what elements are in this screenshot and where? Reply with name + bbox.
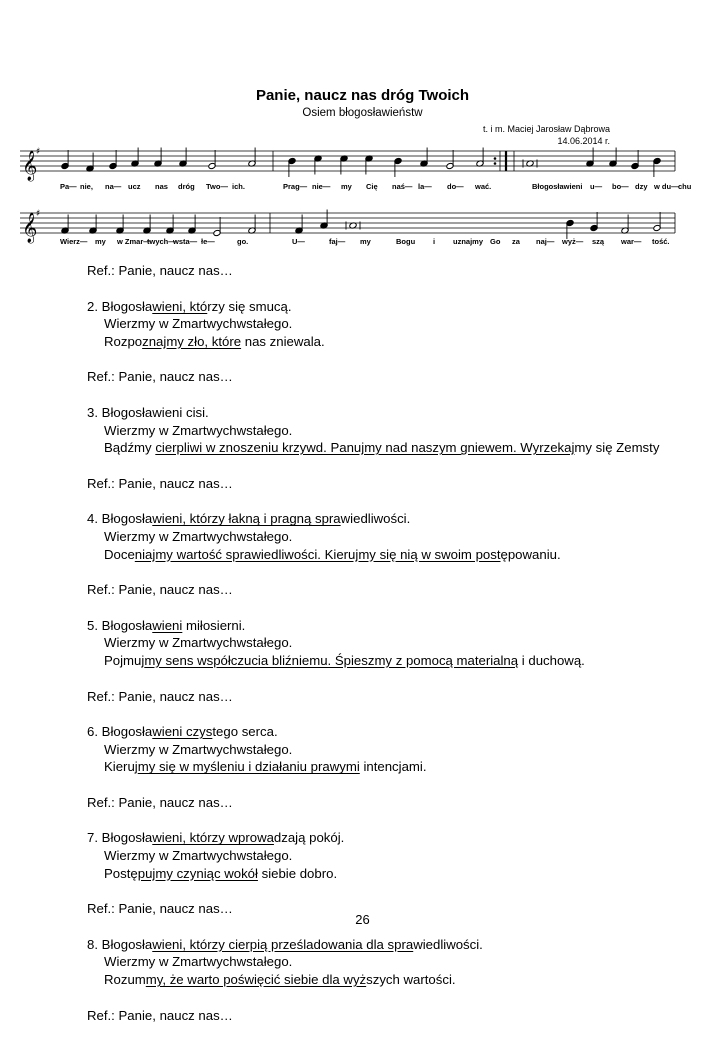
verse-number: 6.: [87, 724, 102, 740]
underlined-text: my się w myśleniu i działaniu prawymi: [137, 759, 360, 775]
verse-text: tego serca.: [212, 724, 278, 740]
verse-line-action: [87, 439, 687, 457]
lyric-syllable: U—: [292, 237, 305, 246]
lyric-syllable: Go: [490, 237, 501, 246]
lyric-syllable: wsta—: [173, 237, 198, 246]
lyric-syllable: my: [95, 237, 106, 246]
verse-line-faith: [87, 315, 687, 333]
verse-text: Rozpo: [104, 333, 143, 349]
verse-line-action: [87, 758, 687, 776]
underlined-text: cierpliwi w znoszeniu krzywd. Panujmy nad naszym gniewem. Wyrzekaj: [155, 440, 575, 456]
verse-text: intencjami.: [359, 759, 427, 775]
verse-number: 3.: [87, 404, 102, 420]
underlined-text: wieni: [152, 617, 183, 633]
verse-number: 5.: [87, 617, 102, 633]
music-staff-2: [20, 205, 680, 255]
verse-text: Błogosła: [101, 830, 153, 846]
verse-text: Błogosła: [101, 936, 153, 952]
verse: [87, 510, 687, 563]
verse-text: miłosierni.: [182, 617, 246, 633]
lyric-syllable: dzy: [635, 182, 648, 191]
lyric-syllable: Wierz—: [60, 237, 88, 246]
lyric-syllable: faj—: [329, 237, 346, 246]
verse-text: Kieruj: [104, 759, 138, 775]
verse-line-faith: [87, 741, 687, 759]
author-credit: t. i m. Maciej Jarosław Dąbrowa: [482, 124, 610, 134]
lyric-syllable: dróg: [178, 182, 195, 191]
underlined-text: wieni, którzy łakną i pragną spra: [152, 511, 341, 527]
verse-text: ępowaniu.: [500, 546, 561, 562]
verse-text: Postę: [104, 865, 138, 881]
lyric-syllable: tość.: [652, 237, 670, 246]
lyric-syllable: chu: [678, 182, 692, 191]
lyric-syllable: wać.: [475, 182, 492, 191]
verse: [87, 298, 687, 351]
underlined-text: my sens współczucia bliźniemu. Śpieszmy z pomocą materialną: [144, 652, 519, 668]
verse: [87, 617, 687, 670]
verse-line-beatitude: [87, 723, 687, 741]
underlined-text: wieni, którzy cierpią prześladowania dla spra: [152, 936, 414, 952]
verse-line-action: [87, 971, 687, 989]
lyric-syllable: za: [512, 237, 520, 246]
staff-2-notation: [20, 205, 680, 255]
verse-text: Bądźmy: [104, 440, 156, 456]
verse-number: 7.: [87, 830, 102, 846]
verse-line-faith: [87, 528, 687, 546]
date-credit: 14.06.2014 r.: [557, 136, 610, 146]
verse-line-action: [87, 652, 687, 670]
treble-clef-icon: 𝄞: [22, 213, 38, 243]
underlined-text: pujmy czyniąc wokół: [137, 865, 258, 881]
lyric-syllable: twych—: [147, 237, 176, 246]
lyric-syllable: łe—: [201, 237, 215, 246]
verse-line-beatitude: [87, 829, 687, 847]
lyric-syllable: naj—: [536, 237, 555, 246]
lyric-syllable: my: [360, 237, 371, 246]
verse: [87, 404, 687, 457]
verse-number: 2.: [87, 298, 102, 314]
sharp-icon: ♯: [36, 209, 41, 219]
lyric-syllable: Prag—: [283, 182, 308, 191]
lyric-syllable: uznajmy: [453, 237, 484, 246]
verse: [87, 829, 687, 882]
verse-text: wiedliwości.: [340, 511, 411, 527]
verse-line-action: [87, 865, 687, 883]
verse-text: Błogosła: [101, 617, 153, 633]
verse-line-beatitude: [87, 404, 687, 422]
verse-text: wiedliwości.: [413, 936, 483, 952]
lyric-syllable: nie—: [312, 182, 331, 191]
verse-line-beatitude: [87, 510, 687, 528]
verse-text: Wierzmy w Zmartwychwstałego.: [104, 848, 293, 864]
song-subtitle: Osiem błogosławieństw: [302, 107, 423, 119]
lyric-syllable: do—: [447, 182, 464, 191]
verse-text: dzają pokój.: [273, 830, 345, 846]
refrain-line: Ref.: Panie, naucz nas…: [87, 1007, 233, 1023]
lyric-syllable: la—: [418, 182, 432, 191]
verse-text: Wierzmy w Zmartwychwstałego.: [104, 635, 293, 651]
verse-line-faith: [87, 953, 687, 971]
refrain-line: Ref.: Panie, naucz nas…: [87, 263, 233, 278]
verse: [87, 936, 687, 989]
underlined-text: my, że warto poświęcić siebie dla wyż: [145, 972, 367, 988]
verse-text: Błogosła: [101, 724, 153, 740]
lyric-syllable: Bogu: [396, 237, 416, 246]
lyric-syllable: ucz: [128, 182, 141, 191]
verse-line-action: [87, 333, 687, 351]
verse-text: Doce: [104, 546, 135, 562]
lyric-syllable: i: [433, 237, 436, 246]
verse-number: 8.: [87, 936, 102, 952]
lyric-syllable: Cię: [366, 182, 378, 191]
page-number: 26: [355, 912, 370, 927]
refrain-line: Ref.: Panie, naucz nas…: [87, 901, 233, 917]
lyric-syllable: wyż—: [562, 237, 584, 246]
lyric-syllable: szą: [592, 237, 605, 246]
verse-text: Wierzmy w Zmartwychwstałego.: [104, 316, 293, 332]
verse-text: Wierzmy w Zmartwychwstałego.: [104, 422, 293, 438]
verse-line-faith: [87, 634, 687, 652]
verse-text: i duchową.: [518, 652, 585, 668]
refrain-line: Ref.: Panie, naucz nas…: [87, 582, 233, 598]
verse-number: 4.: [87, 511, 102, 527]
verse-text: Wierzmy w Zmartwychwstałego.: [104, 954, 293, 970]
refrain-line: Ref.: Panie, naucz nas…: [87, 369, 233, 385]
verse-text: Wierzmy w Zmartwychwstałego.: [104, 528, 293, 544]
underlined-text: znajmy zło, które: [142, 333, 242, 349]
lyric-syllable: Two—: [206, 182, 228, 191]
sharp-icon: ♯: [36, 147, 41, 157]
refrain-line: Ref.: Panie, naucz nas…: [87, 688, 233, 704]
lyric-syllable: w Zmar—: [117, 237, 151, 246]
verse-text: rzy się smucą.: [207, 298, 292, 314]
underlined-text: wieni czys: [152, 724, 213, 740]
underlined-text: wieni, którzy wprowa: [152, 830, 274, 846]
lyric-syllable: u—: [590, 182, 603, 191]
verse-text: siebie dobro.: [257, 865, 338, 881]
verse-line-beatitude: [87, 298, 687, 316]
verse-line-faith: [87, 847, 687, 865]
treble-clef-icon: 𝄞: [22, 151, 38, 181]
lyric-syllable: nas: [155, 182, 168, 191]
underlined-text: wieni, któ: [152, 298, 208, 314]
verse-line-beatitude: [87, 617, 687, 635]
verse-line-beatitude: [87, 936, 687, 954]
lyric-syllable: na—: [105, 182, 122, 191]
lyric-syllable: w du—: [654, 182, 679, 191]
repeat-dot: [494, 157, 497, 160]
verse-text: Błogosławieni cisi.: [101, 404, 209, 420]
lyric-syllable: ich.: [232, 182, 245, 191]
verse-text: Błogosła: [101, 511, 153, 527]
lyric-syllable: bo—: [612, 182, 629, 191]
lyric-syllable: war—: [621, 237, 642, 246]
refrain-line: Ref.: Panie, naucz nas…: [87, 475, 233, 491]
verse-text: my się Zemsty: [574, 440, 660, 456]
repeat-dot: [494, 162, 497, 165]
verse-text: szych wartości.: [366, 972, 456, 988]
lyric-syllable: go.: [237, 237, 249, 246]
verse-text: Błogosła: [101, 298, 153, 314]
lyric-syllable: Błogosławieni: [532, 182, 583, 191]
verse-text: Wierzmy w Zmartwychwstałego.: [104, 741, 293, 757]
verse-text: Pojmuj: [104, 652, 145, 668]
song-title: Panie, naucz nas dróg Twoich: [255, 87, 470, 104]
refrain-line: Ref.: Panie, naucz nas…: [87, 794, 233, 810]
verse-line-faith: [87, 422, 687, 440]
lyric-syllable: nie,: [80, 182, 93, 191]
verse-text: nas zniewala.: [241, 333, 325, 349]
verse: [87, 723, 687, 776]
verse-line-action: [87, 546, 687, 564]
verse-text: Rozum: [104, 972, 146, 988]
lyric-syllable: naś—: [392, 182, 413, 191]
underlined-text: niajmy wartość sprawiedliwości. Kierujmy się nią w swoim post: [134, 546, 501, 562]
lyric-syllable: Pa—: [60, 182, 77, 191]
lyric-syllable: my: [341, 182, 352, 191]
